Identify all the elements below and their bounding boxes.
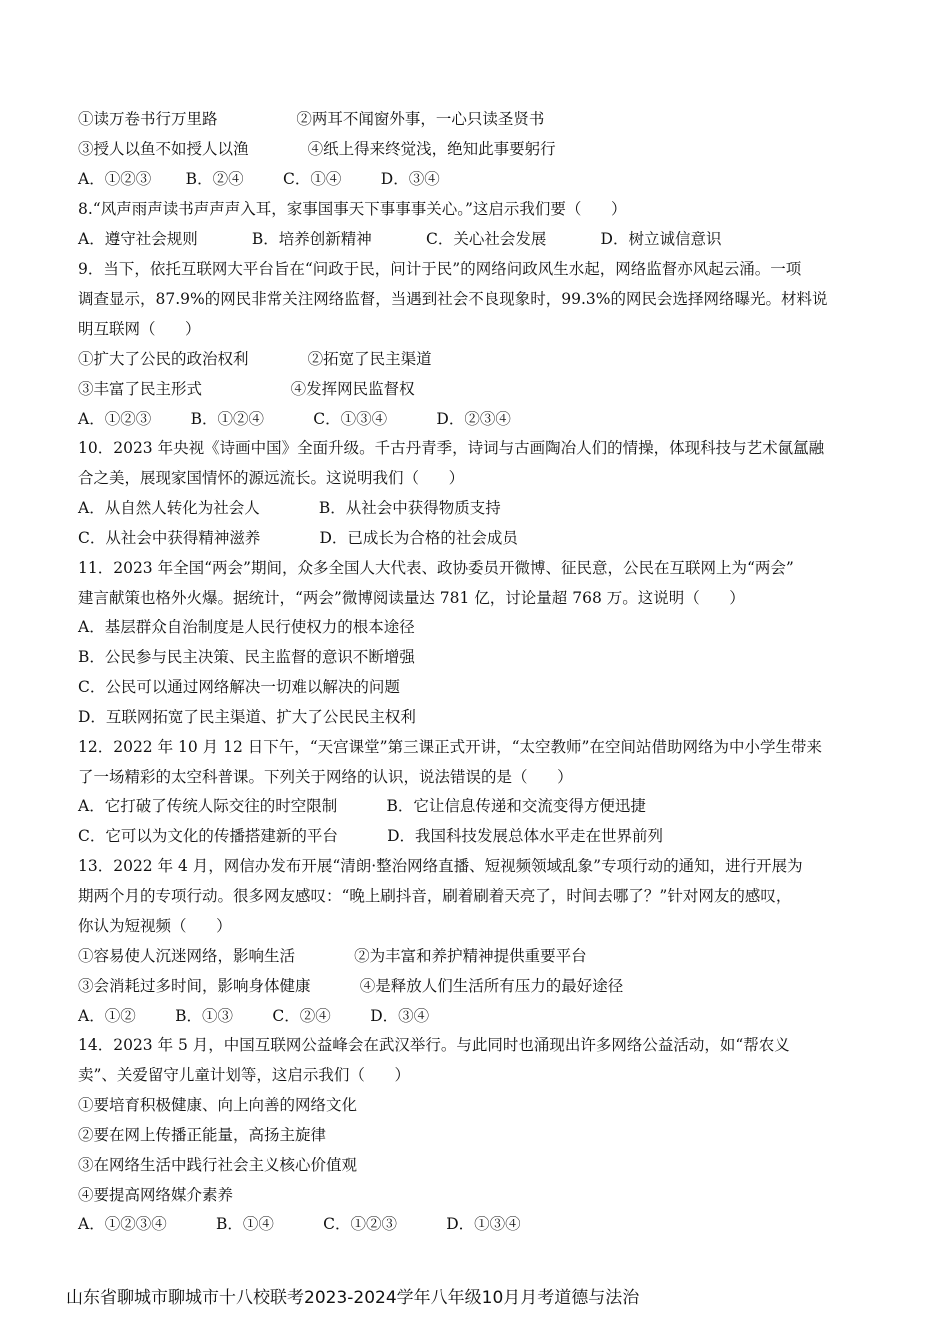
text-line: ①要培育积极健康、向上向善的网络文化 (78, 1096, 358, 1114)
text-line: ④要提高网络媒介素养 (78, 1186, 234, 1204)
text-line: 你认为短视频（ ） (78, 917, 232, 935)
text-line: A．从自然人转化为社会人 B．从社会中获得物质支持 (78, 499, 501, 517)
text-line: D．互联网拓宽了民主渠道、扩大了公民民主权利 (78, 708, 416, 726)
text-line: A．遵守社会规则 B．培养创新精神 C．关心社会发展 D．树立诚信意识 (78, 230, 722, 248)
text-line: A．基层群众自治制度是人民行使权力的根本途径 (78, 618, 415, 636)
text-line: 10．2023 年央视《诗画中国》全面升级。千古丹青季，诗词与古画陶冶人们的情操，体现科技与艺术氤氲融 (78, 439, 825, 457)
text-line: C．公民可以通过网络解决一切难以解决的问题 (78, 678, 400, 696)
text-line: ②要在网上传播正能量，高扬主旋律 (78, 1126, 327, 1144)
text-line: ①扩大了公民的政治权利 ②拓宽了民主渠道 (78, 350, 432, 368)
text-line: 明互联网（ ） (78, 320, 201, 338)
text-line: A．①② B．①③ C．②④ D．③④ (78, 1007, 430, 1025)
text-line: A．它打破了传统人际交往的时空限制 B．它让信息传递和交流变得方便迅捷 (78, 797, 646, 815)
text-line: ③会消耗过多时间，影响身体健康 ④是释放人们生活所有压力的最好途径 (78, 977, 624, 995)
text-line: C．从社会中获得精神滋养 D．已成长为合格的社会成员 (78, 529, 518, 547)
text-line: C．它可以为文化的传播搭建新的平台 D．我国科技发展总体水平走在世界前列 (78, 827, 664, 845)
text-line: ③在网络生活中践行社会主义核心价值观 (78, 1156, 358, 1174)
text-line: A．①②③④ B．①④ C．①②③ D．①③④ (78, 1215, 521, 1233)
text-line: 期两个月的专项行动。很多网友感叹：“晚上刷抖音，刷着刷着天亮了，时间去哪了？”针对网友的感叹， (78, 887, 792, 905)
text-line: 9．当下，依托互联网大平台旨在“问政于民，问计于民”的网络问政风生水起，网络监督亦风起云涌。一项 (78, 260, 802, 278)
text-line: 13．2022 年 4 月，网信办发布开展“清朗·整治网络直播、短视频领域乱象”专项行动的通知，进行开展为 (78, 857, 803, 875)
text-line: 调查显示，87.9%的网民非常关注网络监督，当遇到社会不良现象时，99.3%的网民会选择网络曝光。材料说 (78, 290, 828, 308)
text-line: 11．2023 年全国“两会”期间，众多全国人大代表、政协委员开微博、征民意，公民在互联网上为“两会” (78, 559, 794, 577)
text-line: 卖”、关爱留守儿童计划等，这启示我们（ ） (78, 1066, 410, 1084)
text-line: 建言献策也格外火爆。据统计，“两会”微博阅读量达 781 亿，讨论量超 768 万。这说明（ ） (78, 589, 745, 607)
document-footer: 山东省聊城市聊城市十八校联考2023-2024学年八年级10月月考道德与法治 (66, 1288, 640, 1308)
text-line: 了一场精彩的太空科普课。下列关于网络的认识，说法错误的是（ ） (78, 768, 573, 786)
text-line: 8.“风声雨声读书声声声入耳，家事国事天下事事事关心。”这启示我们要（ ） (78, 200, 627, 218)
text-line: 12．2022 年 10 月 12 日下午，“天宫课堂”第三课正式开讲，“太空教师”在空间站借助网络为中小学生带来 (78, 738, 822, 756)
text-line: A．①②③ B．①②④ C．①③④ D．②③④ (78, 410, 511, 428)
text-line: A．①②③ B．②④ C．①④ D．③④ (78, 170, 440, 188)
text-line: ①读万卷书行万里路 ②两耳不闻窗外事，一心只读圣贤书 (78, 110, 545, 128)
text-line: 合之美，展现家国情怀的源远流长。这说明我们（ ） (78, 469, 465, 487)
text-line: ①容易使人沉迷网络，影响生活 ②为丰富和养护精神提供重要平台 (78, 947, 587, 965)
text-line: ③授人以鱼不如授人以渔 ④纸上得来终觉浅，绝知此事要躬行 (78, 140, 556, 158)
text-line: 14．2023 年 5 月，中国互联网公益峰会在武汉举行。与此同时也涌现出许多网络公益活动，如“帮农义 (78, 1036, 790, 1054)
text-line: B．公民参与民主决策、民主监督的意识不断增强 (78, 648, 415, 666)
text-line: ③丰富了民主形式 ④发挥网民监督权 (78, 380, 415, 398)
